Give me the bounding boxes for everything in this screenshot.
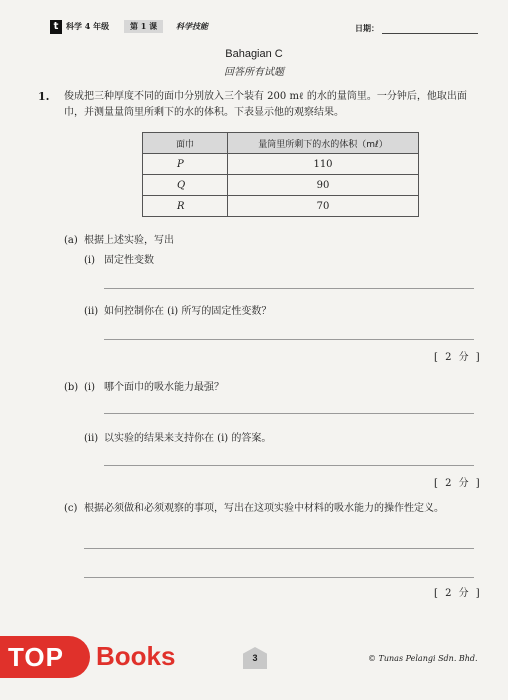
date-answer-line[interactable] (382, 33, 478, 34)
part-b-i-label: (i) (84, 382, 96, 393)
part-a-ii-label: (ii) (84, 306, 99, 317)
lesson-badge: 第 1 课 (124, 20, 163, 33)
table-header: 面巾 (143, 133, 228, 154)
answer-line[interactable] (84, 548, 474, 549)
table-cell-name: R (143, 196, 228, 217)
topbooks-logo-books: Books (96, 641, 176, 671)
answer-line[interactable] (104, 339, 474, 340)
table-header-row (143, 133, 419, 154)
section-title: Bahagian C (225, 48, 283, 60)
marks-label: [ 2 分 ] (434, 588, 482, 599)
table-row (143, 196, 419, 217)
part-b-ii-text: 以实验的结果来支持你在 (i) 的答案。 (104, 433, 272, 444)
date-label: 日期： (355, 23, 379, 33)
part-a-label: (a) (64, 235, 78, 246)
part-b-i-text: 哪个面巾的吸水能力最强？ (104, 382, 224, 393)
part-a-i-label: (i) (84, 255, 96, 266)
answer-line[interactable] (104, 413, 474, 414)
publisher-credit: © Tunas Pelangi Sdn. Bhd. (368, 654, 478, 663)
subject-label: 科学 4 年级 (66, 21, 110, 31)
part-a-text: 根据上述实验，写出 (84, 235, 174, 246)
table-header: 量筒里所剩下的水的体积（mℓ） (228, 133, 419, 154)
part-c-label: (c) (64, 503, 78, 514)
table-row (143, 154, 419, 175)
table-cell-value: 90 (228, 175, 419, 196)
topbooks-logo-text: TOP (8, 642, 64, 672)
question-text: 俊成把三种厚度不同的面巾分别放入三个装有 200 mℓ 的水的量筒里。一分钟后，他取出面巾，并测量量筒里所剩下的水的体积。下表显示他的观察结果。 (64, 91, 467, 118)
answer-line[interactable] (104, 465, 474, 466)
table-cell-value: 70 (228, 196, 419, 217)
table-row (143, 175, 419, 196)
page-number: 3 (252, 653, 258, 663)
section-instruction: 回答所有试题 (224, 67, 284, 78)
table-cell-name: Q (143, 175, 228, 196)
table-cell-name: P (143, 154, 228, 175)
lesson-title: 科学技能 (176, 21, 208, 31)
part-a-ii-text: 如何控制你在 (i) 所写的固定性变数？ (104, 306, 272, 317)
table-cell-value: 110 (228, 154, 419, 175)
part-b-label: (b) (64, 382, 79, 393)
part-c-text: 根据必须做和必须观察的事项，写出在这项实验中材料的吸水能力的操作性定义。 (84, 503, 444, 514)
answer-line[interactable] (84, 577, 474, 578)
marks-label: [ 2 分 ] (434, 478, 482, 489)
observation-table (142, 132, 419, 217)
marks-label: [ 2 分 ] (434, 352, 482, 363)
publisher-logo: t (50, 20, 62, 34)
answer-line[interactable] (104, 288, 474, 289)
part-a-i-text: 固定性变数 (104, 255, 154, 266)
question-number: 1. (38, 90, 50, 103)
part-b-ii-label: (ii) (84, 433, 99, 444)
